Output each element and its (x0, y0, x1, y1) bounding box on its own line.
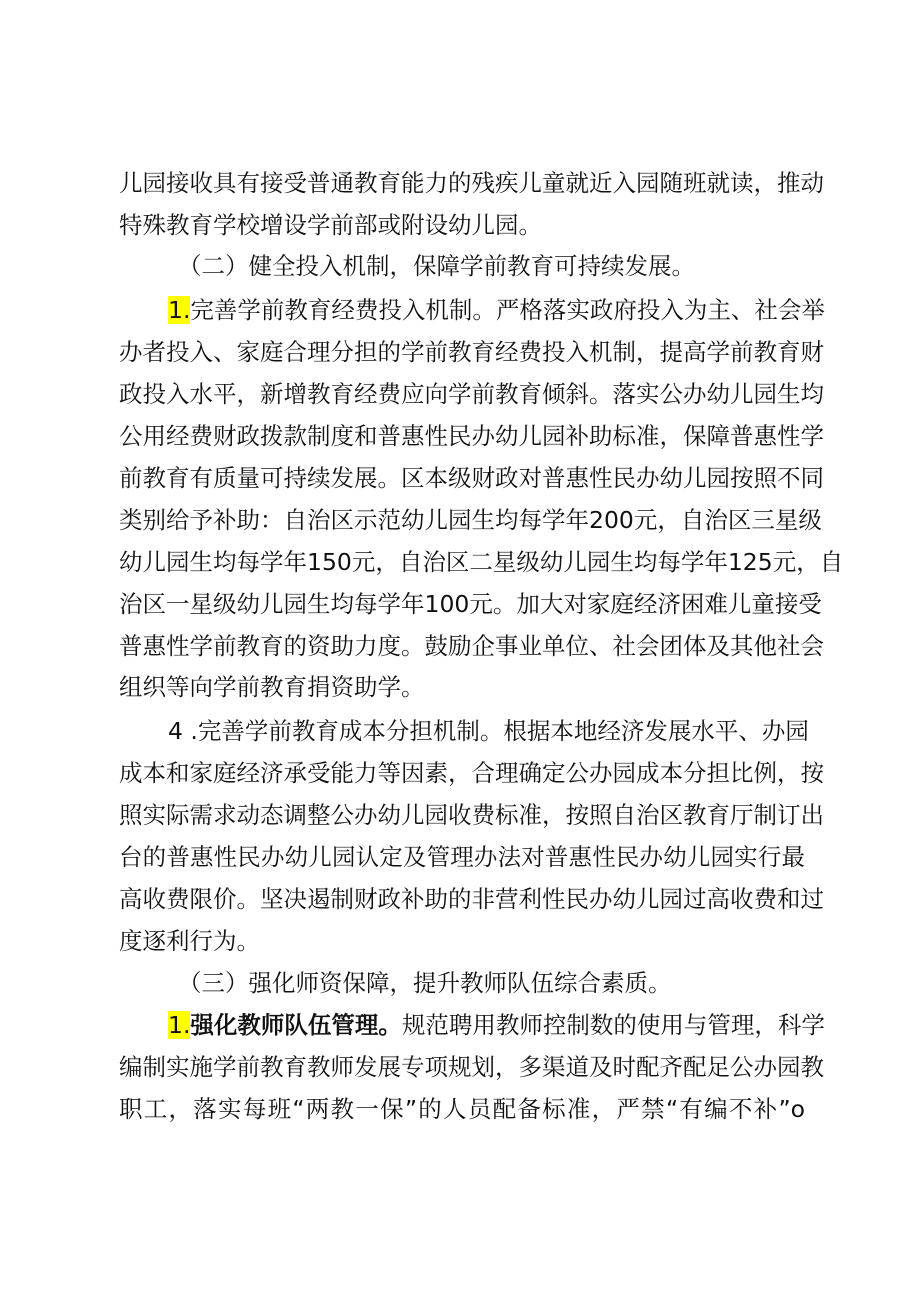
paragraph-line: 照实际需求动态调整公办幼儿园收费标准，按照自治区教育厅制订出 (119, 801, 824, 829)
paragraph-line: 类别给予补助：自治区示范幼儿园生均每学年200元，自治区三星级 (119, 506, 822, 534)
paragraph-line: 4 .完善学前教育成本分担机制。根据本地经济发展水平、办园 (168, 717, 809, 745)
paragraph-line: 幼儿园生均每学年150元，自治区二星级幼儿园生均每学年125元，自 (119, 548, 844, 576)
paragraph-text: 完善学前教育经费投入机制。严格落实政府投入为主、社会举 (190, 296, 825, 324)
paragraph-line: 台的普惠性民办幼儿园认定及管理办法对普惠性民办幼儿园实行最 (119, 843, 805, 871)
paragraph-line: 度逐利行为。 (119, 927, 260, 955)
paragraph-line: 职工，落实每班“两教一保”的人员配备标准，严禁“有编不补”o (119, 1095, 805, 1123)
paragraph-line: 治区一星级幼儿园生均每学年100元。加大对家庭经济困难儿童接受 (119, 590, 822, 618)
paragraph-line: 高收费限价。坚决遏制财政补助的非营利性民办幼儿园过高收费和过 (119, 885, 824, 913)
paragraph-line: 公用经费财政拨款制度和普惠性民办幼儿园补助标准，保障普惠性学 (119, 422, 824, 450)
paragraph-line: 成本和家庭经济承受能力等因素，合理确定公办园成本分担比例，按 (119, 759, 824, 787)
paragraph-line: 特殊教育学校增设学前部或附设幼儿园。 (119, 211, 542, 239)
paragraph-line: 儿园接收具有接受普通教育能力的残疾儿童就近入园随班就读，推动 (119, 169, 824, 197)
paragraph-line: 组织等向学前教育捐资助学。 (119, 673, 425, 701)
paragraph-line: 政投入水平，新增教育经费应向学前教育倾斜。落实公办幼儿园生均 (119, 380, 824, 408)
paragraph-line (168, 288, 825, 332)
item-number-marker: 1. (168, 296, 191, 324)
paragraph-line: 普惠性学前教育的资助力度。鼓励企事业单位、社会团体及其他社会 (119, 632, 824, 660)
item-number-marker: 1. (168, 1011, 191, 1039)
paragraph-line: 前教育有质量可持续发展。区本级财政对普惠性民办幼儿园按照不同 (119, 464, 824, 492)
bold-lead-text: 强化教师队伍管理。 (190, 1011, 402, 1039)
paragraph-line: 办者投入、家庭合理分担的学前教育经费投入机制，提高学前教育财 (119, 338, 824, 366)
section-heading: （三）强化师资保障，提升教师队伍综合素质。 (178, 969, 672, 997)
paragraph-line (168, 1003, 825, 1047)
section-heading: （二）健全投入机制，保障学前教育可持续发展。 (178, 252, 695, 280)
paragraph-text: 规范聘用教师控制数的使用与管理，科学 (401, 1011, 825, 1039)
paragraph-line: 编制实施学前教育教师发展专项规划，多渠道及时配齐配足公办园教 (119, 1053, 824, 1081)
